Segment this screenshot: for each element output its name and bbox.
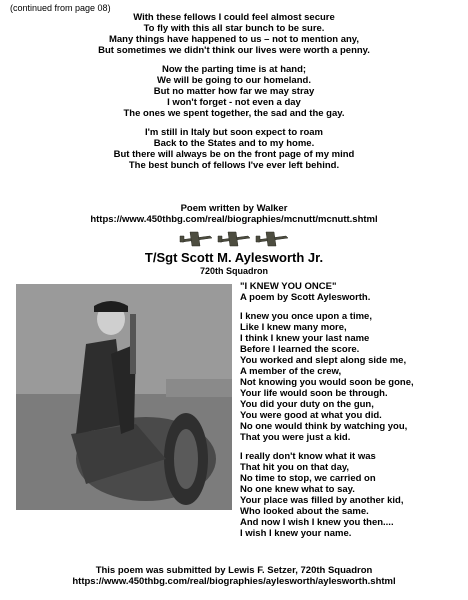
- poem-line: But sometimes we didn't think our lives were worth a penny.: [98, 45, 370, 56]
- poem-line: I won't forget - not even a day: [167, 97, 301, 108]
- poem-line: Who looked about the same.: [240, 506, 369, 517]
- continued-note: (continued from page 08): [10, 3, 111, 13]
- poem-line: You did your duty on the gun,: [240, 399, 374, 410]
- poem-line: I really don't know what it was: [240, 451, 376, 462]
- profile-squadron: 720th Squadron: [199, 266, 268, 276]
- poem-stanza-1: [240, 311, 462, 443]
- aylesworth-poem: [240, 281, 462, 539]
- poem-line: You worked and slept along side me,: [240, 355, 407, 366]
- poem-line: I'm still in Italy but soon expect to roam: [144, 127, 324, 138]
- walker-poem: [0, 12, 468, 179]
- poem-line: But no matter how far we may stray: [153, 86, 315, 97]
- poem-line: You were good at what you did.: [240, 410, 382, 421]
- airman-photo: [16, 284, 232, 510]
- poem-line: Your place was filled by another kid,: [240, 495, 404, 506]
- poem-line: That you were just a kid.: [240, 432, 351, 443]
- poem-line: Not knowing you would soon be gone,: [240, 377, 414, 388]
- poem-stanza-3: [0, 127, 468, 171]
- profile-name: T/Sgt Scott M. Aylesworth Jr.: [144, 250, 324, 265]
- poem-line: We will be going to our homeland.: [157, 75, 311, 86]
- submission-line: This poem was submitted by Lewis F. Setzer, 720th Squadron: [95, 565, 373, 576]
- poem-source-link[interactable]: https://www.450thbg.com/real/biographies/mcnutt/mcnutt.shtml: [90, 214, 378, 225]
- poem-stanza-2: [0, 64, 468, 119]
- poem-line: But there will always be on the front page of my mind: [113, 149, 355, 160]
- poem-stanza-2: [240, 451, 462, 539]
- poem-line: Back to the States and to my home.: [153, 138, 315, 149]
- poem-line: Like I knew many more,: [240, 322, 347, 333]
- poem-title: "I KNEW YOU ONCE": [240, 281, 337, 292]
- bomber-icon: [256, 232, 288, 246]
- poem-credit: [0, 203, 468, 225]
- poem-line: No time to stop, we carried on: [240, 473, 376, 484]
- poem-line: Many things have happened to us – not to mention any,: [108, 34, 359, 45]
- poem-line: I knew you once upon a time,: [240, 311, 372, 322]
- poem-line: I think I knew your last name: [240, 333, 370, 344]
- poem-line: Your life would soon be through.: [240, 388, 388, 399]
- poem-line: A member of the crew,: [240, 366, 342, 377]
- poem-line: No one would think by watching you,: [240, 421, 408, 432]
- bomber-icon: [218, 232, 250, 246]
- poem-line: I wish I knew your name.: [240, 528, 352, 539]
- poem-author: Poem written by Walker: [180, 203, 288, 214]
- poem-line: The best bunch of fellows I've ever left behind.: [128, 160, 340, 171]
- poem-stanza-1: [0, 12, 468, 56]
- poem-line: No one knew what to say.: [240, 484, 355, 495]
- poem-line: The ones we spent together, the sad and the gay.: [123, 108, 345, 119]
- poem-line: With these fellows I could feel almost secure: [133, 12, 335, 23]
- airman-photo-image: [16, 284, 232, 510]
- poem-line: That hit you on that day,: [240, 462, 350, 473]
- poem-line: And now I wish I knew you then....: [240, 517, 394, 528]
- submission-link[interactable]: https://www.450thbg.com/real/biographies/aylesworth/aylesworth.shtml: [72, 576, 396, 587]
- poem-line: Before I learned the score.: [240, 344, 360, 355]
- bomber-planes-icon: [178, 228, 290, 248]
- poem-byline: A poem by Scott Aylesworth.: [240, 292, 371, 303]
- poem-line: To fly with this all star bunch to be sure.: [143, 23, 325, 34]
- bomber-icon: [180, 232, 212, 246]
- poem-line: Now the parting time is at hand;: [161, 64, 307, 75]
- submission-note: [0, 565, 468, 587]
